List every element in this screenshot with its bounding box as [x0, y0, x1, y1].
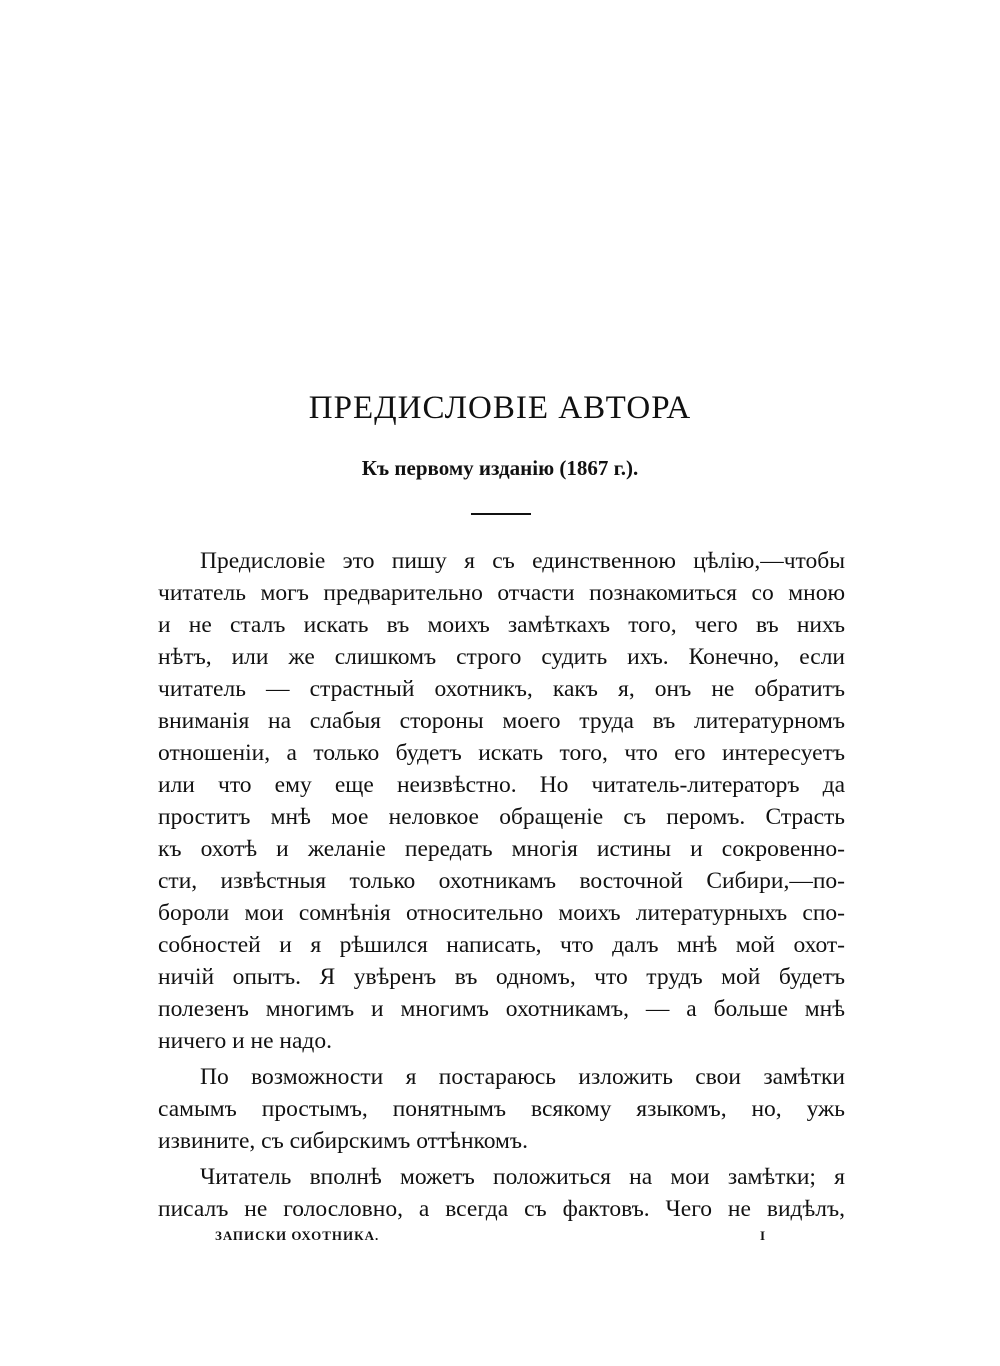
text-line: или что ему еще неизвѣстно. Но читатель-литераторъ да: [158, 772, 845, 798]
text-line: извините, съ сибирскимъ оттѣнкомъ.: [158, 1128, 528, 1154]
text-line: писалъ не голословно, а всегда съ фактовъ. Чего не видѣлъ,: [158, 1196, 845, 1222]
footer-signature: ЗАПИСКИ ОХОТНИКА.: [215, 1228, 380, 1243]
text-line: и не сталъ искать въ моихъ замѣткахъ того, чего въ нихъ: [158, 612, 845, 638]
text-line: читатель могъ предварительно отчасти познакомиться со мною: [158, 580, 845, 606]
text-line: читатель — страстный охотникъ, какъ я, онъ не обратитъ: [158, 676, 845, 702]
text-line: полезенъ многимъ и многимъ охотникамъ, — а больше мнѣ: [158, 996, 845, 1022]
text-line: сти, извѣстныя только охотникамъ восточной Сибири,—по-: [158, 868, 845, 894]
text-line: Предисловіе это пишу я съ единственною цѣлію,—чтобы: [200, 548, 845, 574]
preface-text: [158, 545, 845, 1229]
text-line: Читатель вполнѣ можетъ положиться на мои замѣтки; я: [200, 1164, 845, 1190]
text-line: къ охотѣ и желаніе передать многія истины и сокровенно-: [158, 836, 845, 862]
text-line: бороли мои сомнѣнія относительно моихъ литературныхъ спо-: [158, 900, 845, 926]
text-line: По возможности я постараюсь изложить свои замѣтки: [200, 1064, 845, 1090]
text-line: нѣтъ, или же слишкомъ строго судить ихъ. Конечно, если: [158, 644, 845, 670]
title-divider: [471, 513, 531, 515]
paragraph: [158, 1161, 845, 1225]
page-subtitle: Къ первому изданію (1867 г.).: [361, 456, 639, 480]
text-line: вниманія на слабыя стороны моего труда въ литературномъ: [158, 708, 845, 734]
footer-sheet-mark: I: [760, 1228, 767, 1243]
text-line: ничего и не надо.: [158, 1028, 333, 1054]
text-line: отношеніи, а только будетъ искать того, что его интересуетъ: [158, 740, 845, 766]
paragraph: [158, 1061, 845, 1157]
text-line: ничій опытъ. Я увѣренъ въ одномъ, что трудъ мой будетъ: [158, 964, 845, 990]
text-line: собностей и я рѣшился написать, что далъ мнѣ мой охот-: [158, 932, 845, 958]
page-title: ПРЕДИСЛОВІЕ АВТОРА: [308, 390, 692, 426]
text-line: проститъ мнѣ мое неловкое обращеніе съ перомъ. Страсть: [158, 804, 845, 830]
text-line: самымъ простымъ, понятнымъ всякому языкомъ, но, ужь: [158, 1096, 845, 1122]
paragraph: [158, 545, 845, 1057]
